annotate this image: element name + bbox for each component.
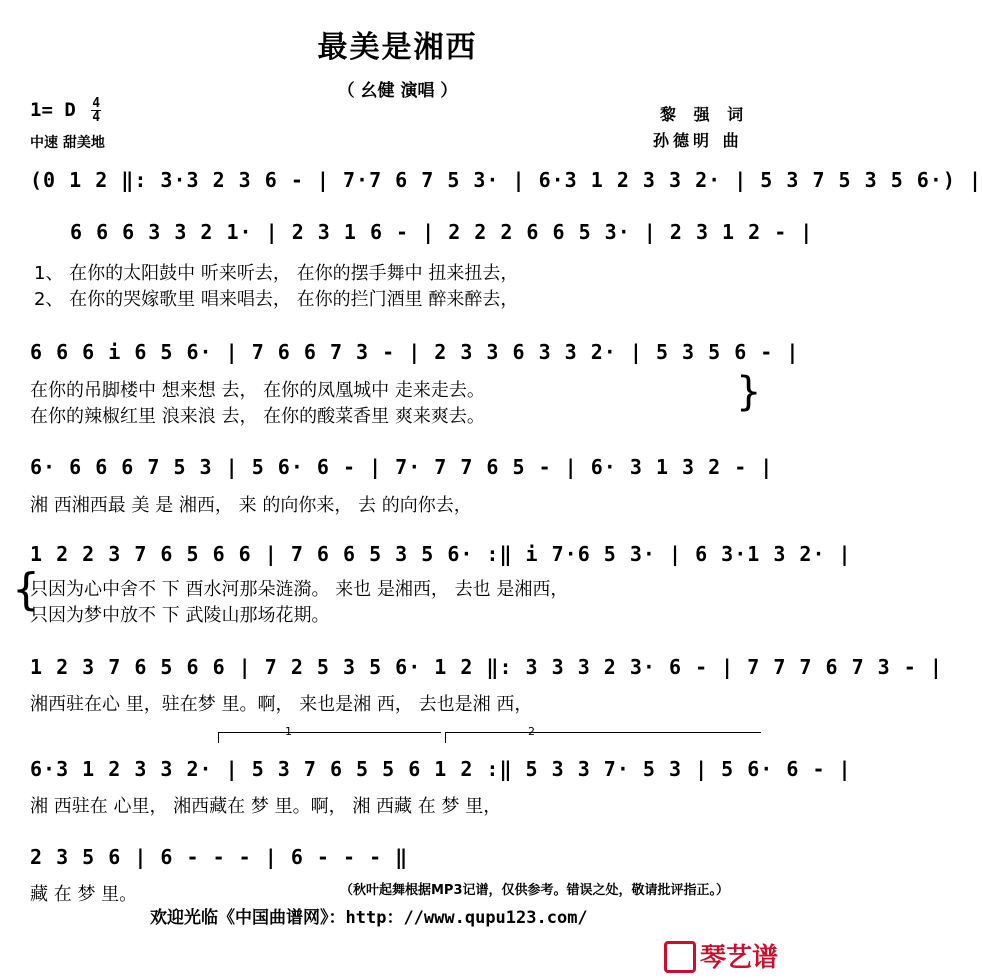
score-line-8-music: 2 3 5 6 | 6 - - - | 6 - - - ‖ xyxy=(30,845,409,869)
repeat-brace-right: } xyxy=(736,369,762,415)
composer-credit: 孙德明 曲 xyxy=(653,131,743,150)
score-line-2-lyrics-1: 1、 在你的太阳鼓中 听来听去， 在你的摆手舞中 扭来扭去， xyxy=(34,263,519,284)
score-line-3-lyrics-2: 在你的辣椒红里 浪来浪 去， 在你的酸菜香里 爽来爽去。 xyxy=(30,406,485,427)
performer-subtitle: （ 幺健 演唱 ） xyxy=(337,81,458,101)
page-title: 最美是湘西 xyxy=(317,30,478,65)
score-line-7-lyrics-1: 湘 西驻在 心里， 湘西藏在 梦 里。啊， 湘 西藏 在 梦 里， xyxy=(30,796,502,817)
key-label: 1= D xyxy=(30,99,76,121)
score-line-6-music: 1 2 3 7 6 5 6 6 | 7 2 5 3 5 6· 1 2 ‖: 3 3 3 2 3· 6 - | 7 7 7 6 7 3 - | xyxy=(30,655,943,679)
time-signature-bottom: 4 xyxy=(92,110,101,125)
lyricist-credit: 黎 强 词 xyxy=(660,105,750,124)
score-line-7-music: 6·3 1 2 3 3 2· | 5 3 7 6 5 5 6 1 2 :‖ 5 3 3 7· 5 3 | 5 6· 6 - | xyxy=(30,757,852,781)
score-line-1-music: (0 1 2 ‖: 3·3 2 3 6 - | 7·7 6 7 5 3· | 6·3 1 2 3 3 2· | 5 3 7 5 3 5 6·) | xyxy=(30,168,982,192)
score-line-5-lyrics-2: 只因为梦中放不 下 武陵山那场花期。 xyxy=(30,605,330,626)
score-line-8-lyrics-1: 藏 在 梦 里。 xyxy=(30,884,138,905)
volta-1-label: 1 xyxy=(285,725,292,738)
score-line-3-music: 6 6 6 i 6 5 6· | 7 6 6 7 3 - | 2 3 3 6 3 3 2· | 5 3 5 6 - | xyxy=(30,340,800,364)
time-signature xyxy=(91,97,101,124)
footer-website: 欢迎光临《中国曲谱网》：http：//www.qupu123.com/ xyxy=(150,908,588,928)
time-signature-top: 4 xyxy=(92,96,101,111)
score-line-2-music: 6 6 6 3 3 2 1· | 2 3 1 6 - | 2 2 2 6 6 5 3· | 2 3 1 2 - | xyxy=(70,220,814,244)
volta-bracket-2 xyxy=(445,725,761,743)
score-line-6-lyrics-1: 湘西驻在心 里，驻在梦 里。啊， 来也是湘 西， 去也是湘 西， xyxy=(30,694,533,715)
score-line-5-lyrics-1: 只因为心中舍不 下 酉水河那朵涟漪。 来也 是湘西， 去也 是湘西， xyxy=(30,579,569,600)
score-line-4-lyrics-1: 湘 西湘西最 美 是 湘西， 来 的向你来， 去 的向你去， xyxy=(30,495,472,516)
score-line-2-lyrics-2: 2、 在你的哭嫁歌里 唱来唱去， 在你的拦门酒里 醉来醉去， xyxy=(34,289,519,310)
repeat-brace-left: { xyxy=(12,564,40,615)
transcription-note: （秋叶起舞根据MP3记谱，仅供参考。错误之处，敬请批评指正。） xyxy=(340,883,730,898)
logo-icon xyxy=(664,941,696,973)
score-line-5-music: 1 2 2 3 7 6 5 6 6 | 7 6 6 5 3 5 6· :‖ i 7·6 5 3· | 6 3·1 3 2· | xyxy=(30,542,852,566)
volta-bracket-1 xyxy=(218,725,441,743)
score-line-3-lyrics-1: 在你的吊脚楼中 想来想 去， 在你的凤凰城中 走来走去。 xyxy=(30,380,485,401)
volta-2-label: 2 xyxy=(528,725,535,738)
key-signature xyxy=(30,97,101,124)
site-logo xyxy=(664,937,778,975)
score-line-4-music: 6· 6 6 6 7 5 3 | 5 6· 6 - | 7· 7 7 6 5 - | 6· 3 1 3 2 - | xyxy=(30,455,774,479)
tempo-marking: 中速 甜美地 xyxy=(30,135,105,151)
logo-text: 琴艺谱 xyxy=(700,943,779,973)
